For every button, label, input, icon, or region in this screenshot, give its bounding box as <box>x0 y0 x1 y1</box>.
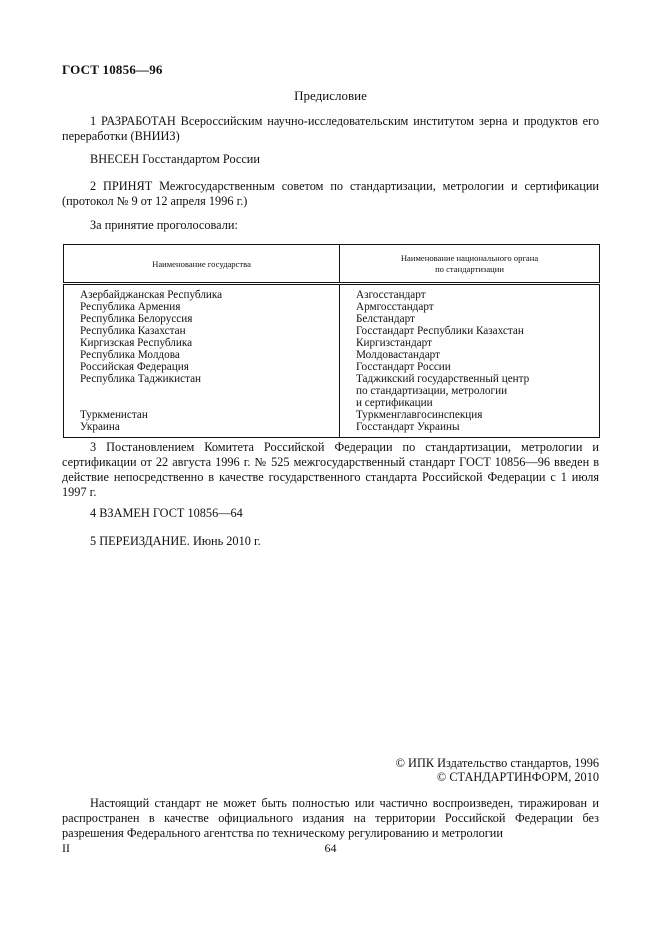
reproduction-notice: Настоящий стандарт не может быть полностью или частично воспроизведен, тиражирован и распространен в качестве официального издания на территории Российской Федерации без разрешения Федерального агентства по техническому регулированию и метрологии <box>62 796 599 840</box>
table-header-body <box>340 245 600 284</box>
paragraph-replaces: 4 ВЗАМЕН ГОСТ 10856—64 <box>90 506 243 520</box>
body-item: Армгосстандарт <box>356 301 434 313</box>
page-roman-numeral: II <box>62 841 70 855</box>
table-header-body-line2: по стандартизации <box>435 264 504 274</box>
document-code: ГОСТ 10856—96 <box>62 62 163 77</box>
bodies-cell <box>340 284 600 438</box>
body-item: Госстандарт Республики Казахстан <box>356 325 524 337</box>
state-item: Киргизская Республика <box>80 337 193 349</box>
copyright-block <box>396 756 599 784</box>
paragraph-resolution: 3 Постановлением Комитета Российской Федерации по стандартизации, метрологии и сертификации от 22 августа 1996 г. № 525 межгосударственный стандарт ГОСТ 10856—96 введен в действие непосредственно в качестве государственного стандарта Российской Федерации с 1 июля 1997 г. <box>62 440 599 499</box>
paragraph-reissue: 5 ПЕРЕИЗДАНИЕ. Июнь 2010 г. <box>90 534 261 548</box>
body-item: Госстандарт России <box>356 361 451 373</box>
paragraph-introduced: ВНЕСЕН Госстандартом России <box>90 152 260 166</box>
state-item: Туркменистан <box>80 409 148 421</box>
states-cell <box>64 284 340 438</box>
table-header-body-line1: Наименование национального органа <box>400 253 539 263</box>
paragraph-adopted: 2 ПРИНЯТ Межгосударственным советом по стандартизации, метрологии и сертификации (протокол № 9 от 12 апреля 1996 г.) <box>62 179 599 208</box>
paragraph-voted: За принятие проголосовали: <box>90 218 238 232</box>
body-item: Белстандарт <box>356 313 415 325</box>
state-item: Республика Таджикистан <box>80 373 202 385</box>
state-item-spacer <box>80 397 333 409</box>
body-item: по стандартизации, метрологии <box>356 385 508 397</box>
copyright-line: © СТАНДАРТИНФОРМ, 2010 <box>436 770 599 784</box>
state-item: Республика Армения <box>80 301 181 313</box>
section-title: Предисловие <box>294 88 367 103</box>
state-item: Республика Молдова <box>80 349 180 361</box>
paragraph-developed: 1 РАЗРАБОТАН Всероссийским научно-исследовательским институтом зерна и продуктов его переработки (ВНИИЗ) <box>62 114 599 143</box>
body-item: Туркменглавгосинспекция <box>356 409 483 421</box>
table-row <box>64 284 600 438</box>
body-item: Киргизстандарт <box>356 337 432 349</box>
table-header-row <box>64 245 600 284</box>
body-item: Азгосстандарт <box>356 289 426 301</box>
state-item: Российская Федерация <box>80 361 189 373</box>
body-item: Молдовастандарт <box>356 349 441 361</box>
body-item: Госстандарт Украины <box>356 421 460 433</box>
body-item: Таджикский государственный центр <box>356 373 530 385</box>
voting-table <box>63 244 600 438</box>
state-item-spacer <box>80 385 333 397</box>
state-item: Республика Казахстан <box>80 325 186 337</box>
page-number: 64 <box>324 841 337 855</box>
state-item: Украина <box>80 421 120 433</box>
table-header-state: Наименование государства <box>64 245 340 284</box>
copyright-line: © ИПК Издательство стандартов, 1996 <box>395 756 599 770</box>
state-item: Республика Белоруссия <box>80 313 193 325</box>
body-item: и сертификации <box>356 397 433 409</box>
state-item: Азербайджанская Республика <box>80 289 223 301</box>
